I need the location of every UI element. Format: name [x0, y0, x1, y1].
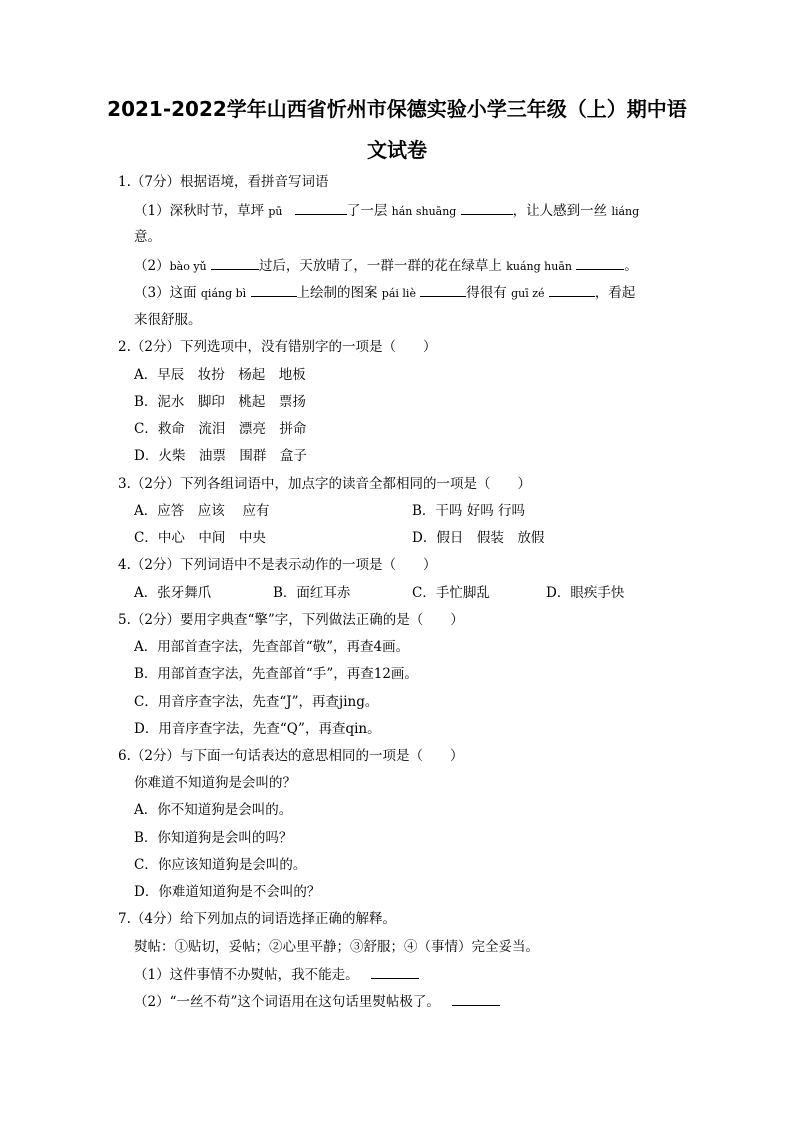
q6-option-a[interactable]: A．你不知道狗是会叫的。 — [134, 802, 293, 818]
question-1-sentence-1-cont: 意。 — [134, 229, 161, 245]
q1-s3-text-c: 得很有 — [466, 285, 507, 301]
q1-s3-text-b: 上绘制的图案 — [296, 285, 378, 301]
q7-sentence-2-text: （2）“一丝不苟”这个词语用在这句话里熨帖极了。 — [134, 994, 440, 1010]
q4-option-b[interactable]: B．面红耳赤 — [273, 585, 351, 601]
q3-option-d[interactable]: D．假日 假装 放假 — [412, 530, 545, 546]
question-1-sentence-3 — [134, 283, 635, 303]
question-5-stem: 5.（2分）要用字典查“擎”字，下列做法正确的是（ ） — [118, 612, 464, 628]
q2-option-d[interactable]: D．火柴 油票 围群 盒子 — [134, 448, 307, 464]
question-1-sentence-2 — [134, 256, 638, 276]
question-1-stem: 1.（7分）根据语境，看拼音写词语 — [118, 174, 329, 190]
q6-sentence: 你难道不知道狗是会叫的？ — [134, 775, 296, 791]
exam-title-line-2: 文试卷 — [367, 138, 427, 162]
pinyin-qiang-bi: qiáng bì — [200, 287, 247, 300]
pinyin-pu: pū — [268, 205, 283, 218]
pinyin-bao-yu: bào yǔ — [169, 260, 207, 273]
q1-s3-text-d: ，看起 — [594, 285, 636, 301]
q4-option-c[interactable]: C．手忙脚乱 — [412, 585, 490, 601]
q2-option-a[interactable]: A．早辰 妆扮 杨起 地板 — [134, 367, 306, 383]
question-2-stem: 2.（2分）下列选项中，没有错别字的一项是（ ） — [118, 339, 437, 355]
answer-blank[interactable] — [452, 992, 500, 1006]
q1-s2-text-a: （2） — [134, 258, 170, 274]
answer-blank[interactable] — [549, 283, 595, 297]
q3-option-b[interactable]: B．干吗 好吗 行吗 — [412, 503, 526, 519]
pinyin-pai-lie: pái liè — [381, 287, 416, 300]
q1-s1-text-b: 了一层 — [346, 203, 388, 219]
q3-option-c[interactable]: C．中心 中间 中央 — [134, 530, 266, 546]
pinyin-liang: liáng — [611, 205, 640, 218]
q7-definition: 熨帖：①贴切，妥帖；②心里平静；③舒服；④（事情）完全妥当。 — [134, 939, 539, 955]
q1-s3-text-a: （3）这面 — [134, 285, 197, 301]
q1-s2-text-c: 。 — [624, 258, 638, 274]
answer-blank[interactable] — [461, 201, 513, 215]
answer-blank[interactable] — [420, 283, 466, 297]
q6-option-d[interactable]: D．你难道知道狗是不会叫的？ — [134, 884, 321, 900]
q1-s2-text-b: 过后，天放晴了，一群一群的花在绿草上 — [258, 258, 502, 274]
pinyin-han-shuang: hán shuāng — [391, 205, 457, 218]
pinyin-gui-ze: guī zé — [511, 287, 545, 300]
q7-sentence-1 — [134, 965, 419, 984]
q5-option-a[interactable]: A．用部首查字法，先查部首“敬”，再查4画。 — [134, 639, 410, 655]
q2-option-c[interactable]: C．救命 流泪 漂亮 拼命 — [134, 421, 307, 437]
q1-s1-text-a: （1）深秋时节，草坪 — [134, 203, 265, 219]
q1-s1-text-c: ，让人感到一丝 — [512, 203, 608, 219]
question-1-sentence-3-cont: 来很舒服。 — [134, 312, 202, 328]
question-7-stem: 7.（4分）给下列加点的词语选择正确的解释。 — [118, 911, 396, 927]
q5-option-d[interactable]: D．用音序查字法，先查“Q”，再查qin。 — [134, 721, 381, 737]
answer-blank[interactable] — [576, 256, 624, 270]
exam-title-line-1: 2021-2022学年山西省忻州市保德实验小学三年级（上）期中语 — [107, 97, 687, 121]
q2-option-b[interactable]: B．泥水 脚印 桃起 票扬 — [134, 394, 306, 410]
q6-option-c[interactable]: C．你应该知道狗是会叫的。 — [134, 857, 307, 873]
q7-sentence-2 — [134, 992, 500, 1011]
answer-blank[interactable] — [211, 256, 259, 270]
answer-blank[interactable] — [251, 283, 297, 297]
question-3-stem: 3.（2分）下列各组词语中，加点字的读音全都相同的一项是（ ） — [118, 476, 531, 492]
question-6-stem: 6.（2分）与下面一句话表达的意思相同的一项是（ ） — [118, 748, 464, 764]
q5-option-b[interactable]: B．用部首查字法，先查部首“手”，再查12画。 — [134, 666, 418, 682]
q6-option-b[interactable]: B．你知道狗是会叫的吗？ — [134, 830, 293, 846]
answer-blank[interactable] — [371, 965, 419, 979]
q7-sentence-1-text: （1）这件事情不办熨帖，我不能走。 — [134, 967, 359, 983]
pinyin-kuang-huan: kuáng huān — [506, 260, 572, 273]
answer-blank[interactable] — [295, 201, 347, 215]
question-4-stem: 4.（2分）下列词语中不是表示动作的一项是（ ） — [118, 557, 437, 573]
q3-option-a[interactable]: A．应答 应该 应有 — [134, 503, 270, 519]
q4-option-a[interactable]: A．张牙舞爪 — [134, 585, 212, 601]
q4-option-d[interactable]: D．眼疾手快 — [546, 585, 625, 601]
q5-option-c[interactable]: C．用音序查字法，先查“J”，再查jing。 — [134, 694, 379, 710]
question-1-sentence-1 — [134, 201, 639, 221]
